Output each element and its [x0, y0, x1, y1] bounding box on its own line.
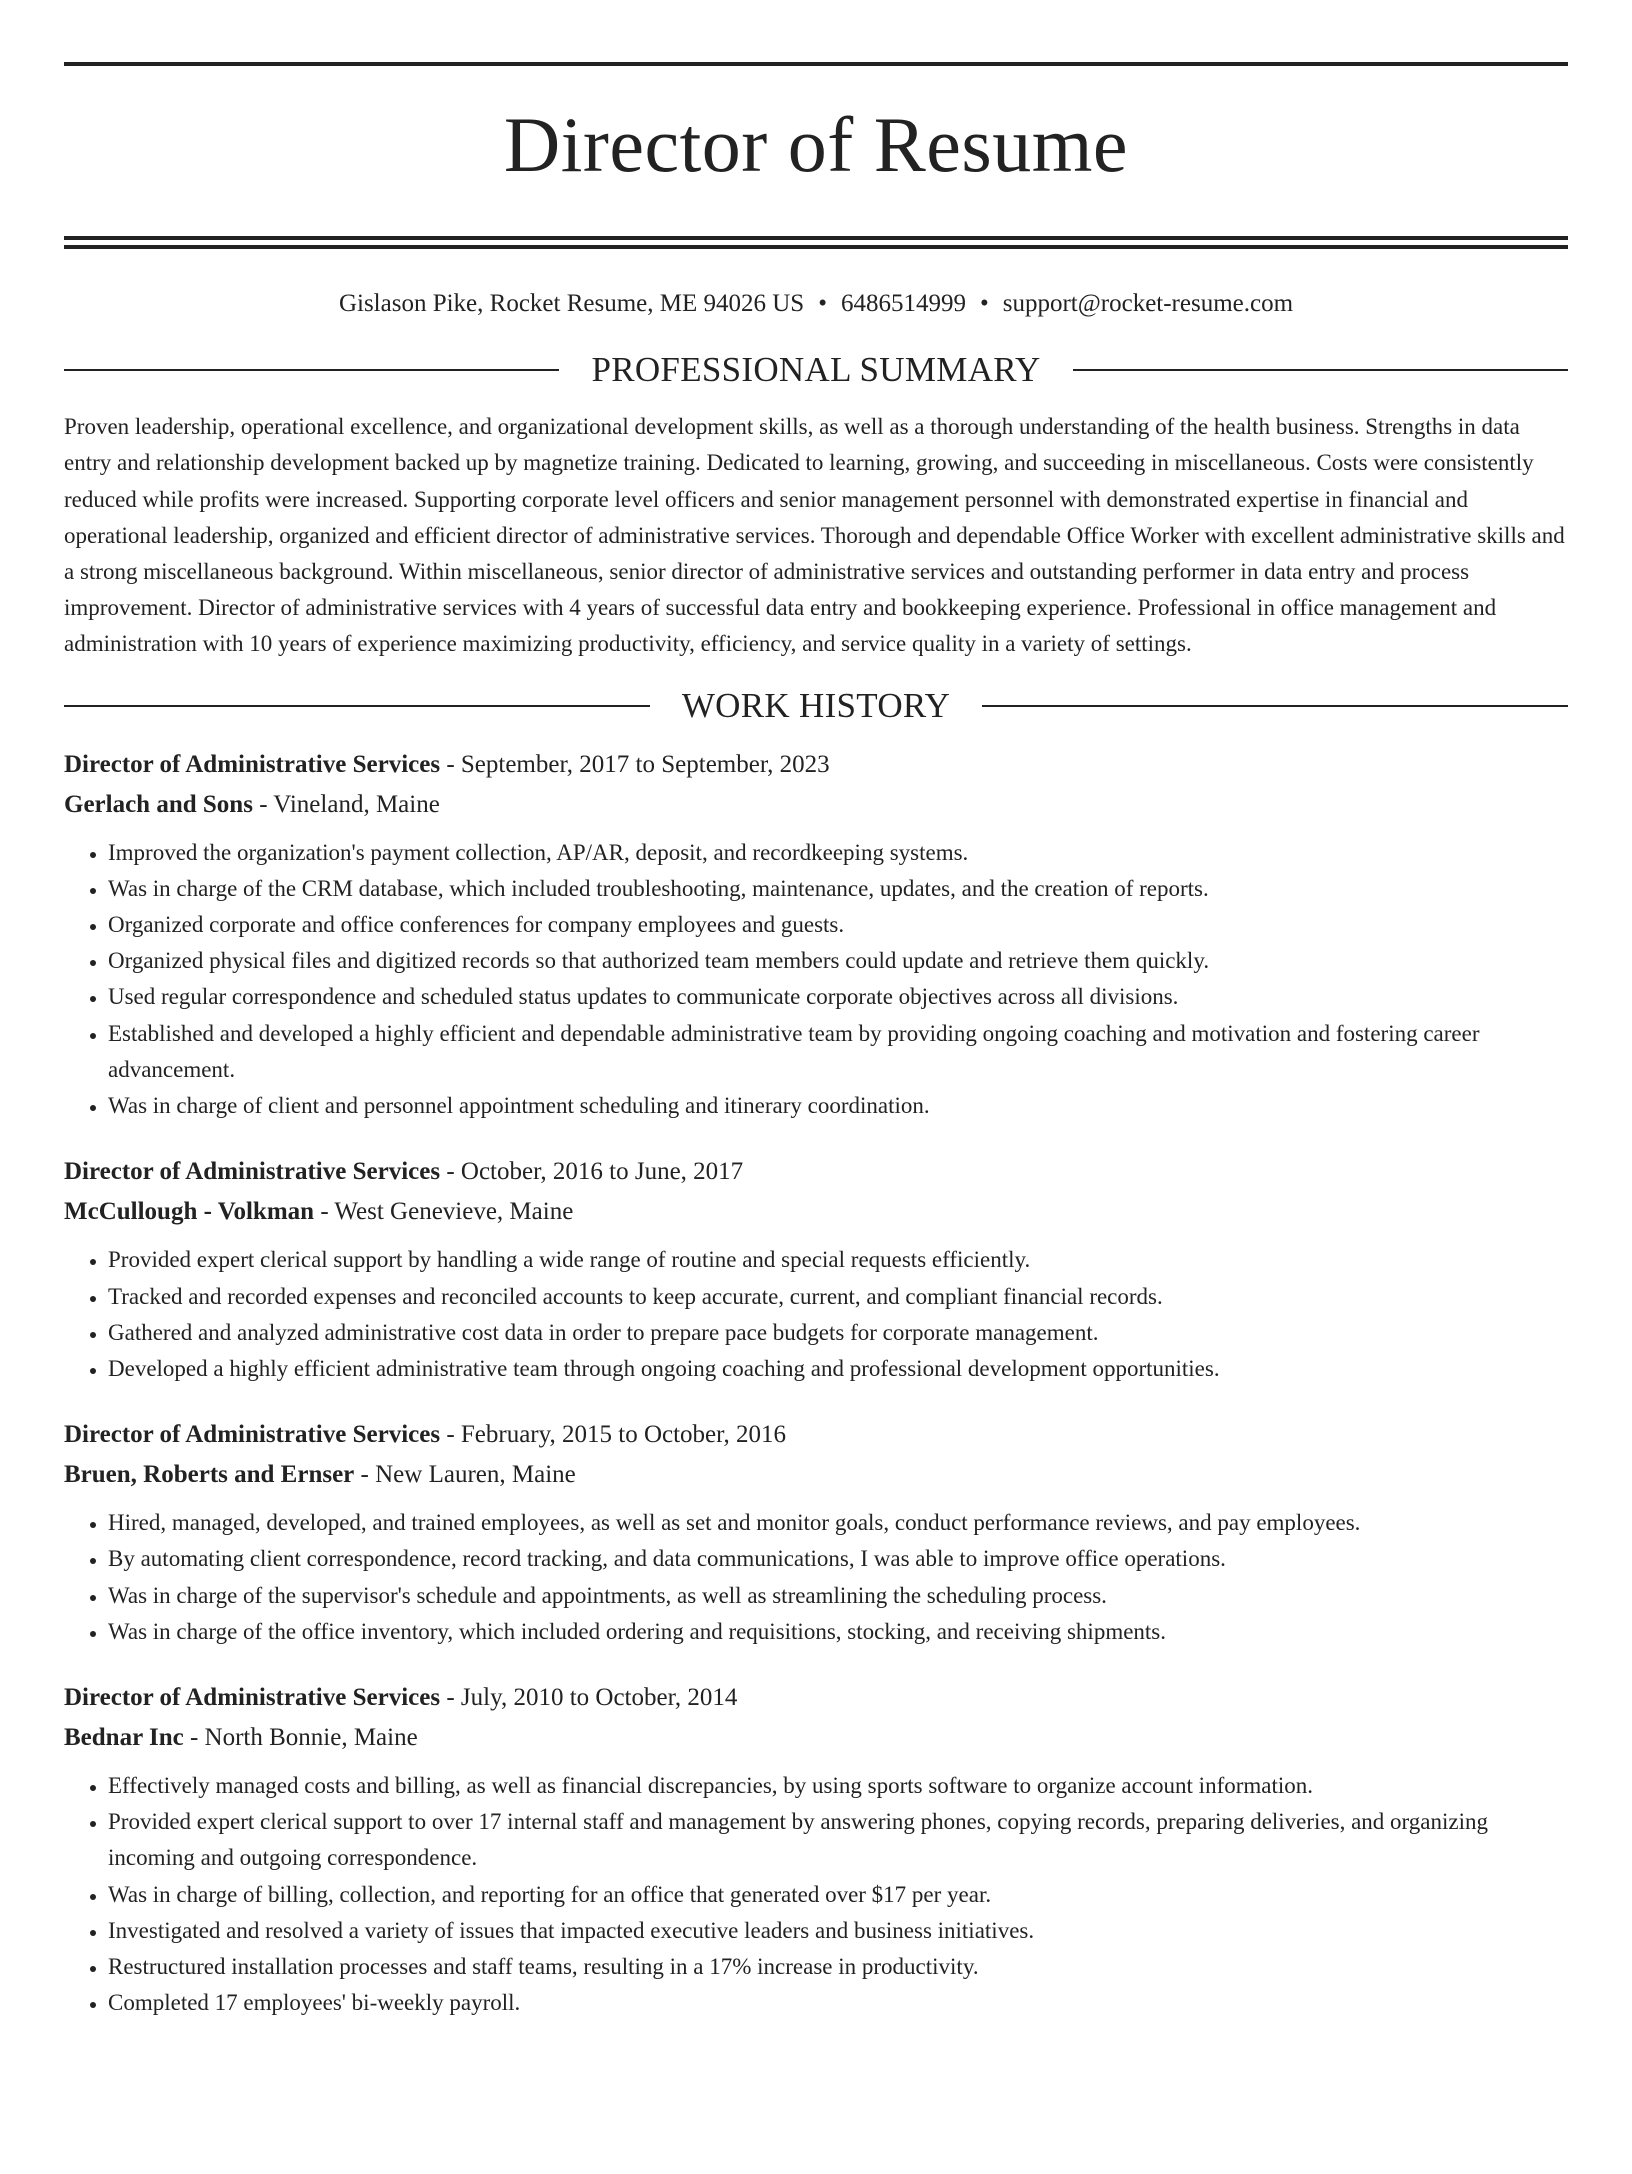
- job-entry: [64, 1415, 1568, 1650]
- title-double-rule: [64, 236, 1568, 249]
- job-location: - New Lauren, Maine: [354, 1461, 576, 1489]
- work-history-heading-label: WORK HISTORY: [681, 685, 951, 725]
- job-bullet: • Provided expert clerical support to over 17 internal staff and management by answering phones, copying records, preparing deliveries, and organizing incoming and outgoing correspondence.: [108, 1804, 1568, 1876]
- job-company: Bruen, Roberts and Ernser: [64, 1461, 355, 1489]
- job-bullet: • Developed a highly efficient administrative team through ongoing coaching and professional development opportunities.: [108, 1351, 1568, 1387]
- job-role: Director of Administrative Services: [64, 1683, 441, 1711]
- contact-separator: •: [979, 290, 989, 318]
- job-company-line: [64, 1192, 1568, 1232]
- job-bullet: • Investigated and resolved a variety of issues that impacted executive leaders and business initiatives.: [108, 1913, 1568, 1949]
- job-company-line: [64, 1718, 1568, 1758]
- job-bullet: • Improved the organization's payment collection, AP/AR, deposit, and recordkeeping systems.: [108, 835, 1568, 871]
- job-location: - Vineland, Maine: [252, 790, 440, 818]
- job-bullets: [64, 1768, 1568, 2021]
- job-bullet: • Was in charge of the CRM database, which included troubleshooting, maintenance, updates, and the creation of reports.: [108, 871, 1568, 907]
- job-location: - North Bonnie, Maine: [183, 1723, 418, 1751]
- job-bullet: • Used regular correspondence and scheduled status updates to communicate corporate objectives across all divisions.: [108, 979, 1568, 1015]
- job-bullet: • Provided expert clerical support by handling a wide range of routine and special requests efficiently.: [108, 1242, 1568, 1278]
- job-bullet: • Restructured installation processes and staff teams, resulting in a 17% increase in productivity.: [108, 1949, 1568, 1985]
- contact-line: [64, 289, 1568, 319]
- contact-phone: 6486514999: [840, 290, 966, 318]
- job-bullets: [64, 1242, 1568, 1387]
- job-role: Director of Administrative Services: [64, 750, 441, 778]
- job-bullets: [64, 835, 1568, 1125]
- job-entry: [64, 1152, 1568, 1387]
- job-entry: [64, 1678, 1568, 2021]
- job-bullet: • Tracked and recorded expenses and reconciled accounts to keep accurate, current, and compliant financial records.: [108, 1279, 1568, 1315]
- contact-address: Gislason Pike, Rocket Resume, ME 94026 US: [338, 290, 805, 318]
- job-role-line: [64, 1678, 1568, 1718]
- contact-email: support@rocket-resume.com: [1002, 290, 1294, 318]
- job-bullet: • Hired, managed, developed, and trained employees, as well as set and monitor goals, conduct performance reviews, and pay employees.: [108, 1505, 1568, 1541]
- job-dates: - February, 2015 to October, 2016: [440, 1421, 786, 1449]
- job-bullet: • Effectively managed costs and billing, as well as financial discrepancies, by using sports software to organize account information.: [108, 1768, 1568, 1804]
- job-bullet: • By automating client correspondence, record tracking, and data communications, I was able to improve office operations.: [108, 1541, 1568, 1577]
- heading-rule-right: [1073, 369, 1568, 371]
- job-bullet: • Gathered and analyzed administrative cost data in order to prepare pace budgets for corporate management.: [108, 1315, 1568, 1351]
- job-bullet: • Organized physical files and digitized records so that authorized team members could update and retrieve them quickly.: [108, 943, 1568, 979]
- resume-title: Director of Resume: [503, 101, 1129, 188]
- heading-rule-right: [982, 705, 1568, 707]
- resume-page: [0, 62, 1632, 2174]
- job-company: Gerlach and Sons: [64, 790, 253, 818]
- job-bullet: • Was in charge of the office inventory, which included ordering and requisitions, stocking, and receiving shipments.: [108, 1614, 1568, 1650]
- job-bullet: • Was in charge of the supervisor's schedule and appointments, as well as streamlining the scheduling process.: [108, 1578, 1568, 1614]
- job-bullet: • Established and developed a highly efficient and dependable administrative team by providing ongoing coaching and motivation and fostering career advancement.: [108, 1016, 1568, 1088]
- job-company-line: [64, 785, 1568, 825]
- job-bullet: • Was in charge of client and personnel appointment scheduling and itinerary coordination.: [108, 1088, 1568, 1124]
- job-company: McCullough - Volkman: [64, 1198, 315, 1226]
- job-list: [64, 745, 1568, 2022]
- job-role-line: [64, 745, 1568, 785]
- heading-rule-left: [64, 705, 650, 707]
- job-dates: - October, 2016 to June, 2017: [440, 1158, 744, 1186]
- job-role-line: [64, 1152, 1568, 1192]
- job-bullets: [64, 1505, 1568, 1650]
- work-history-heading: [64, 685, 1568, 727]
- job-bullet: • Was in charge of billing, collection, and reporting for an office that generated over $17 per year.: [108, 1877, 1568, 1913]
- summary-text: Proven leadership, operational excellence, and organizational development skills, as well as a thorough understanding of the health business. Strengths in data entry and relationship development backed up by magnetize training. Dedicated to learning, growing, and succeeding in miscellaneous. Costs were consistently reduced while profits were increased. Supporting corporate level officers and senior management personnel with demonstrated expertise in financial and operational leadership, organized and efficient director of administrative services. Thorough and dependable Office Worker with excellent administrative skills and a strong miscellaneous background. Within miscellaneous, senior director of administrative services and outstanding performer in data entry and process improvement. Director of administrative services with 4 years of successful data entry and bookkeeping experience. Professional in office management and administration with 10 years of experience maximizing productivity, efficiency, and service quality in a variety of settings.: [64, 414, 1565, 657]
- heading-rule-left: [64, 369, 559, 371]
- job-location: - West Genevieve, Maine: [314, 1198, 574, 1226]
- summary-heading: [64, 349, 1568, 391]
- job-role-line: [64, 1415, 1568, 1455]
- job-role: Director of Administrative Services: [64, 1158, 441, 1186]
- job-role: Director of Administrative Services: [64, 1421, 441, 1449]
- top-rule: [64, 62, 1568, 66]
- job-company: Bednar Inc: [64, 1723, 184, 1751]
- job-dates: - July, 2010 to October, 2014: [440, 1683, 738, 1711]
- contact-separator: •: [818, 290, 827, 318]
- job-entry: [64, 745, 1568, 1125]
- job-bullet: • Organized corporate and office conferences for company employees and guests.: [108, 907, 1568, 943]
- summary-heading-label: PROFESSIONAL SUMMARY: [591, 350, 1041, 390]
- job-dates: - September, 2017 to September, 2023: [440, 750, 830, 778]
- job-bullet: • Completed 17 employees' bi-weekly payroll.: [108, 1985, 1568, 2021]
- job-company-line: [64, 1455, 1568, 1495]
